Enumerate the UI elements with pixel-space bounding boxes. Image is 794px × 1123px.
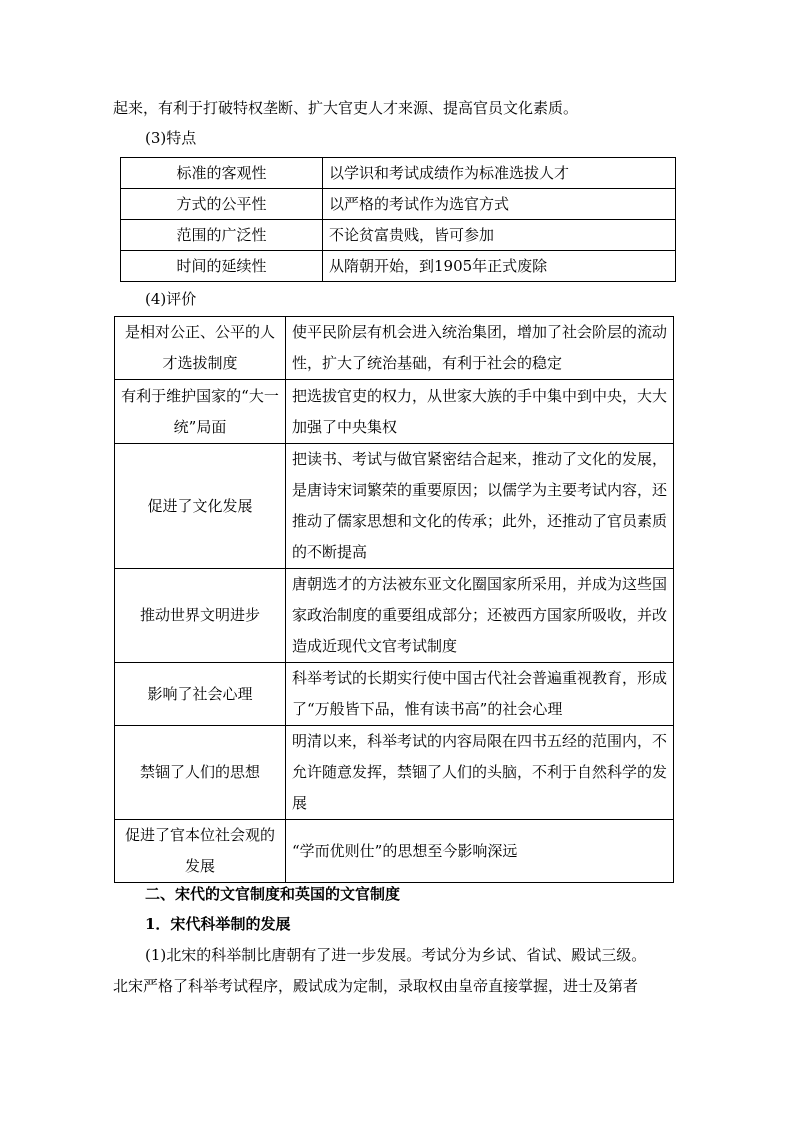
table-row [121,189,676,220]
subsection-heading: 1．宋代科举制的发展 [145,915,291,933]
table-row [115,726,674,820]
evaluation-name: 促进了文化发展 [115,444,286,569]
evaluation-table [114,316,674,883]
feature-name: 标准的客观性 [121,158,323,189]
paragraph-line: (1)北宋的科举制比唐朝有了进一步发展。考试分为乡试、省试、殿试三级。 [145,946,647,964]
evaluation-desc: 把读书、考试与做官紧密结合起来，推动了文化的发展，是唐诗宋词繁荣的重要原因；以儒学为主要考试内容，还推动了儒家思想和文化的传承；此外，还推动了官员素质的不断提高 [286,444,674,569]
paragraph-line: 北宋严格了科举考试程序，殿试成为定制，录取权由皇帝直接掌握，进士及第者 [113,977,639,995]
table-row [115,317,674,380]
paragraph-continuation: 起来，有利于打破特权垄断、扩大官吏人才来源、提高官员文化素质。 [113,99,579,117]
evaluation-desc: 把选拔官吏的权力，从世家大族的手中集中到中央，大大加强了中央集权 [286,380,674,444]
evaluation-desc: 科举考试的长期实行使中国古代社会普遍重视教育，形成了“万般皆下品，惟有读书高”的社会心理 [286,663,674,726]
evaluation-desc: 使平民阶层有机会进入统治集团，增加了社会阶层的流动性，扩大了统治基础，有利于社会的稳定 [286,317,674,380]
table-row [115,663,674,726]
feature-desc: 以严格的考试作为选官方式 [323,189,676,220]
evaluation-name: 是相对公正、公平的人才选拔制度 [115,317,286,380]
evaluation-name: 促进了官本位社会观的发展 [115,820,286,883]
evaluation-name: 推动世界文明进步 [115,569,286,663]
evaluation-desc: “学而优则仕”的思想至今影响深远 [286,820,674,883]
feature-name: 范围的广泛性 [121,220,323,251]
evaluation-heading: (4)评价 [145,290,197,308]
evaluation-name: 有利于维护国家的“大一统”局面 [115,380,286,444]
feature-desc: 不论贫富贵贱，皆可参加 [323,220,676,251]
feature-name: 方式的公平性 [121,189,323,220]
features-heading: (3)特点 [145,129,197,147]
table-row [121,158,676,189]
evaluation-name: 影响了社会心理 [115,663,286,726]
table-row [115,820,674,883]
evaluation-desc: 明清以来，科举考试的内容局限在四书五经的范围内，不允许随意发挥，禁锢了人们的头脑，不利于自然科学的发展 [286,726,674,820]
table-row [115,380,674,444]
table-row [115,569,674,663]
table-row [121,251,676,282]
feature-name: 时间的延续性 [121,251,323,282]
features-table [120,157,676,282]
evaluation-desc: 唐朝选才的方法被东亚文化圈国家所采用，并成为这些国家政治制度的重要组成部分；还被西方国家所吸收，并改造成近现代文官考试制度 [286,569,674,663]
table-row [115,444,674,569]
evaluation-name: 禁锢了人们的思想 [115,726,286,820]
feature-desc: 从隋朝开始，到1905年正式废除 [323,251,676,282]
table-row [121,220,676,251]
section-heading: 二、宋代的文官制度和英国的文官制度 [145,885,401,903]
feature-desc: 以学识和考试成绩作为标准选拔人才 [323,158,676,189]
